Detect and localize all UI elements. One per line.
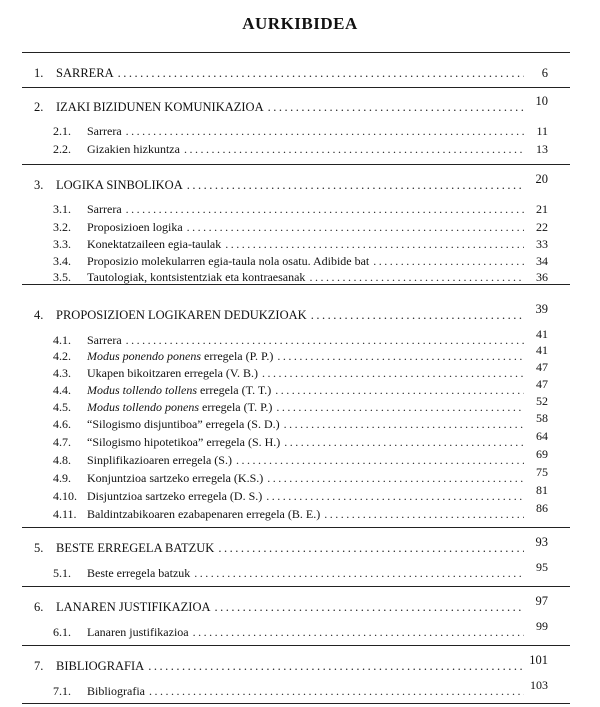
section-title: “Silogismo disjuntiboa” erregela (S. D.) [87,417,280,431]
page-number: 41 [536,343,548,357]
toc-section-2-1[interactable] [53,124,548,138]
section-number: 4.8. [53,453,71,467]
page-number: 97 [535,594,548,608]
divider [22,586,570,587]
divider [22,284,570,285]
toc-section-4-11[interactable] [53,501,548,521]
section-number: 4.7. [53,435,71,449]
section-number: 3.4. [53,254,71,268]
chapter-number: 6. [34,600,44,614]
dot-leader [148,659,524,673]
page-number: 34 [536,254,548,268]
toc-chapter-7[interactable] [34,653,548,673]
dot-leader [187,178,524,192]
toc-chapter-2[interactable] [34,94,548,114]
chapter-title: BESTE ERREGELA BATZUK [56,541,215,555]
chapter-title: BIBLIOGRAFIA [56,659,145,673]
page-number: 81 [536,483,548,497]
section-title: Gizakien hizkuntza [87,142,180,156]
toc-section-4-8[interactable] [53,447,548,467]
page-number: 69 [536,447,548,461]
section-title: Bibliografia [87,684,145,698]
dot-leader [215,600,524,614]
section-number: 7.1. [53,684,71,698]
section-number: 4.11. [53,507,77,521]
dot-leader [193,625,524,639]
dot-leader [236,453,524,467]
section-number: 4.3. [53,366,71,380]
page-number: 64 [536,429,548,443]
section-title: Tautologiak, kontsistentziak eta kontraesanak [87,270,306,284]
chapter-title: IZAKI BIZIDUNEN KOMUNIKAZIOA [56,100,264,114]
section-number: 6.1. [53,625,71,639]
dot-leader [311,308,524,322]
dot-leader [126,333,524,347]
toc-section-3-5[interactable] [53,270,548,284]
divider [22,164,570,165]
chapter-number: 4. [34,308,44,322]
section-title [87,383,271,397]
dot-leader [118,66,524,80]
dot-leader [187,220,524,234]
chapter-number: 5. [34,541,44,555]
section-title [87,400,272,414]
divider [22,52,570,53]
toc-chapter-5[interactable] [34,535,548,555]
section-title: Konjuntzioa sartzeko erregela (K.S.) [87,471,264,485]
chapter-number: 1. [34,66,44,80]
toc-chapter-6[interactable] [34,594,548,614]
section-number: 3.2. [53,220,71,234]
page-number: 58 [536,411,548,425]
section-title: Sarrera [87,124,122,138]
page-number: 22 [536,220,548,234]
toc-section-4-5[interactable] [53,394,548,414]
page-number: 47 [536,360,548,374]
section-title: Sinplifikazioaren erregela (S.) [87,453,232,467]
dot-leader [149,684,524,698]
page-number: 6 [541,66,548,80]
section-number: 2.2. [53,142,71,156]
section-title-italic: Modus tollendo ponens [87,400,199,414]
toc-section-2-2[interactable] [53,142,548,156]
section-title-italic: Modus ponendo ponens [87,349,201,363]
section-number: 3.1. [53,202,71,216]
section-title: Beste erregela batzuk [87,566,191,580]
toc-section-4-2[interactable] [53,343,548,363]
toc-section-4-9[interactable] [53,465,548,485]
section-number: 4.1. [53,333,71,347]
section-number: 4.2. [53,349,71,363]
page-number: 93 [535,535,548,549]
section-title [87,349,273,363]
section-title: Disjuntzioa sartzeko erregela (D. S.) [87,489,263,503]
section-title: Sarrera [87,202,122,216]
page-number: 95 [536,560,548,574]
page-number: 39 [535,302,548,316]
page-number: 86 [536,501,548,515]
dot-leader [276,400,524,414]
section-number: 2.1. [53,124,71,138]
section-title-rest: erregela (T. T.) [197,383,272,397]
chapter-title: SARRERA [56,66,114,80]
section-number: 4.4. [53,383,71,397]
section-title-rest: erregela (P. P.) [201,349,274,363]
page-number: 41 [536,327,548,341]
chapter-number: 7. [34,659,44,673]
dot-leader [275,383,524,397]
section-number: 4.6. [53,417,71,431]
toc-chapter-3[interactable] [34,172,548,192]
toc-section-4-4[interactable] [53,377,548,397]
section-number: 4.5. [53,400,71,414]
toc-section-4-7[interactable] [53,429,548,449]
section-number: 3.3. [53,237,71,251]
page-number: 13 [536,142,548,156]
toc-section-7-1[interactable] [53,678,548,698]
section-number: 5.1. [53,566,71,580]
section-title: Sarrera [87,333,122,347]
page-number: 99 [536,619,548,633]
chapter-title: LANAREN JUSTIFIKAZIOA [56,600,211,614]
divider [22,87,570,88]
page-number: 52 [536,394,548,408]
toc-chapter-1[interactable] [34,66,548,80]
section-title: Ukapen bikoitzaren erregela (V. B.) [87,366,259,380]
section-title: Baldintzabikoaren ezabapenaren erregela (B. E.) [87,507,321,521]
dot-leader [309,270,524,284]
page-number: 36 [536,270,548,284]
section-number: 4.9. [53,471,71,485]
dot-leader [284,417,524,431]
divider [22,527,570,528]
dot-leader [126,124,524,138]
page-title: AURKIBIDEA [242,14,358,33]
chapter-number: 2. [34,100,44,114]
page-number: 47 [536,377,548,391]
page-number: 11 [536,124,548,138]
dot-leader [268,100,524,114]
toc-section-4-10[interactable] [53,483,548,503]
chapter-title: LOGIKA SINBOLIKOA [56,178,183,192]
dot-leader [277,349,524,363]
dot-leader [266,489,524,503]
page-number: 21 [536,202,548,216]
dot-leader [218,541,524,555]
dot-leader [225,237,524,251]
section-title: Konektatzaileen egia-taulak [87,237,222,251]
divider [22,645,570,646]
page-number: 20 [535,172,548,186]
toc-section-3-4[interactable] [53,254,548,268]
section-number: 4.10. [53,489,77,503]
toc-section-4-3[interactable] [53,360,548,380]
page-number: 103 [530,678,548,692]
section-title: Proposizio molekularren egia-taula nola osatu. Adibide bat [87,254,370,268]
section-title-italic: Modus tollendo tollens [87,383,197,397]
toc-section-4-1[interactable] [53,327,548,347]
page-number: 75 [536,465,548,479]
toc-section-6-1[interactable] [53,619,548,639]
dot-leader [284,435,524,449]
section-title: Lanaren justifikazioa [87,625,189,639]
dot-leader [126,202,524,216]
section-title-rest: erregela (T. P.) [199,400,273,414]
section-number: 3.5. [53,270,71,284]
dot-leader [194,566,524,580]
page-number: 101 [529,653,548,667]
dot-leader [184,142,524,156]
chapter-number: 3. [34,178,44,192]
toc-section-4-6[interactable] [53,411,548,431]
page-number: 10 [535,94,548,108]
dot-leader [267,471,524,485]
toc-section-3-1[interactable] [53,202,548,216]
page-number: 33 [536,237,548,251]
section-title: “Silogismo hipotetikoa” erregela (S. H.) [87,435,281,449]
dot-leader [262,366,524,380]
toc-chapter-4[interactable] [34,302,548,322]
toc-section-3-2[interactable] [53,220,548,234]
divider [22,703,570,704]
chapter-title: PROPOSIZIOEN LOGIKAREN DEDUKZIOAK [56,308,307,322]
section-title: Proposizioen logika [87,220,183,234]
dot-leader [324,507,524,521]
toc-section-5-1[interactable] [53,560,548,580]
dot-leader [373,254,524,268]
toc-section-3-3[interactable] [53,237,548,251]
